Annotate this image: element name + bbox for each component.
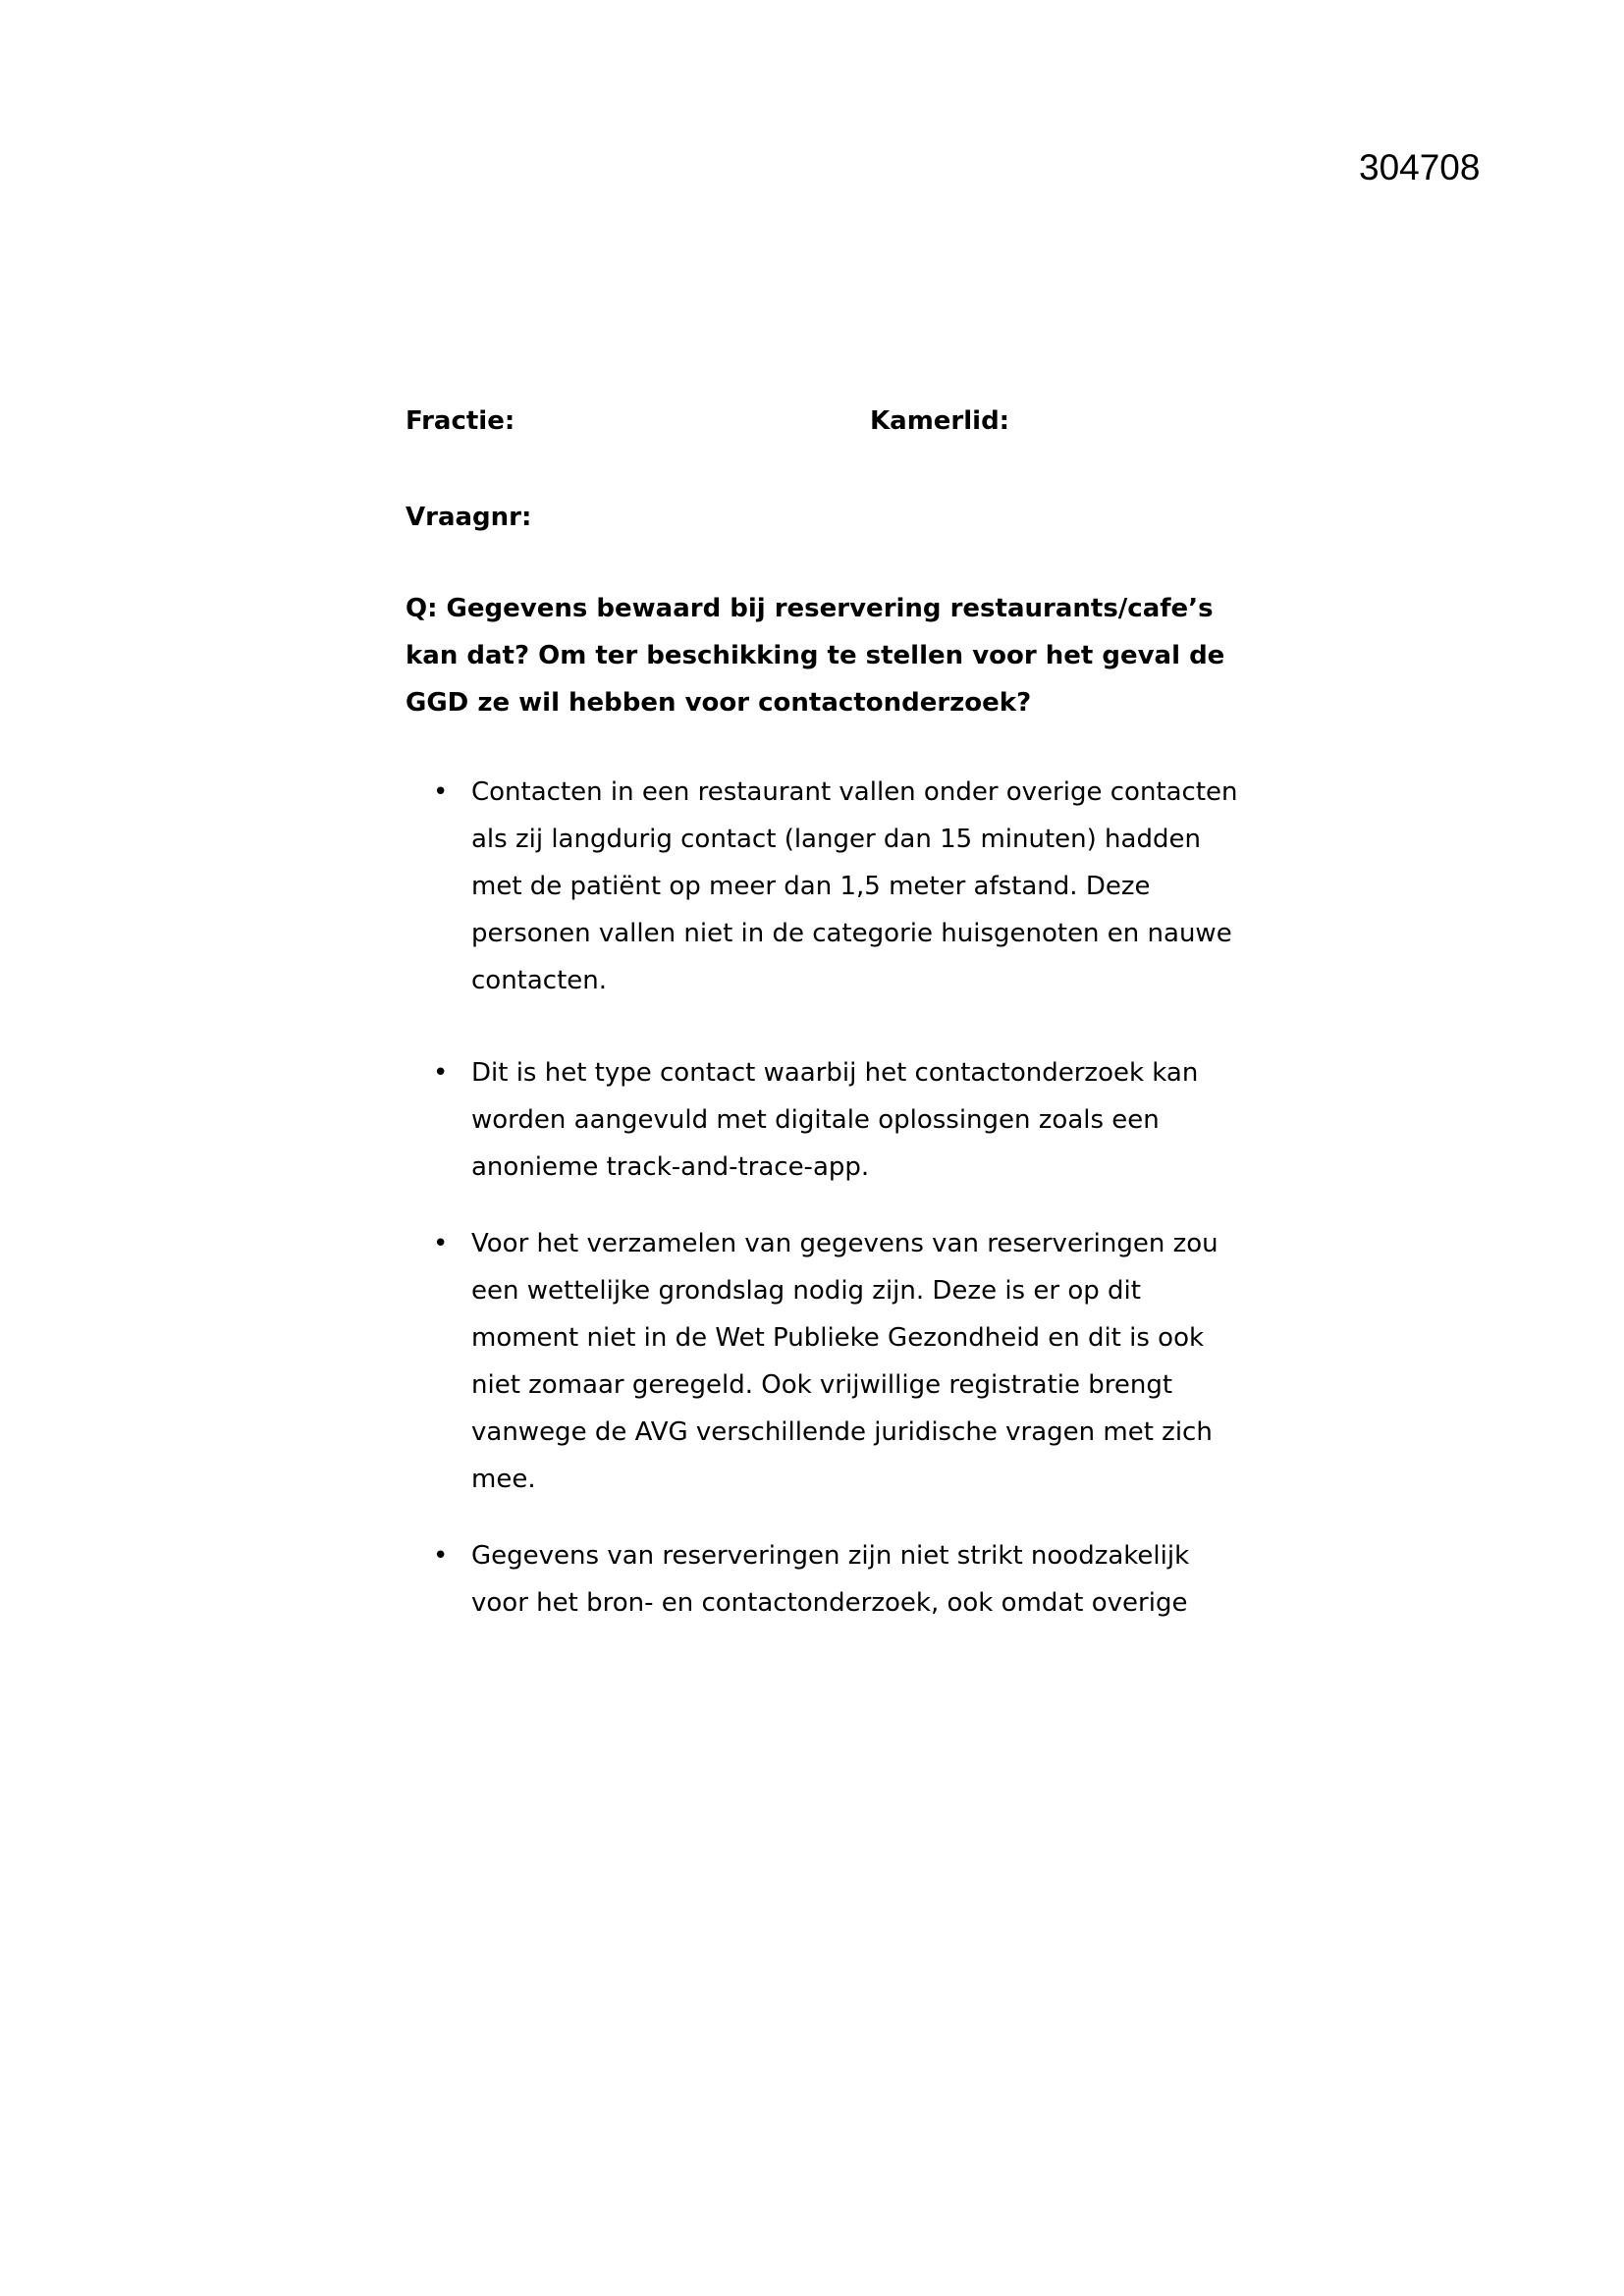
question-text: Q: Gegevens bewaard bij reservering restaurants/cafe’s kan dat? Om ter beschikking te stellen voor het geval de GGD ze wil hebben voor contactonderzoek? — [406, 594, 1225, 718]
answer-item — [406, 1220, 1250, 1503]
answer-text: Voor het verzamelen van gegevens van reserveringen zou een wettelijke grondslag nodig zijn. Deze is er op dit moment niet in de Wet Publieke Gezondheid en dit is ook niet zomaar geregeld. Ook vrijwillige registratie brengt vanwege de AVG verschillende juridische vragen met zich mee. — [471, 1229, 1218, 1494]
bullet-icon: • — [433, 1229, 449, 1258]
fractie-label: Fractie: — [406, 406, 515, 436]
answer-text: Gegevens van reserveringen zijn niet strikt noodzakelijk voor het bron- en contactonderzoek, ook omdat overige — [471, 1541, 1190, 1618]
bullet-icon: • — [433, 1541, 449, 1571]
bullet-icon: • — [433, 1058, 449, 1088]
answer-item — [406, 1049, 1250, 1191]
document-number: 304708 — [1359, 147, 1481, 187]
answer-list — [406, 769, 1250, 1627]
vraagnr-label: Vraagnr: — [406, 503, 532, 532]
answer-text: Contacten in een restaurant vallen onder overige contacten als zij langdurig contact (langer dan 15 minuten) hadden met de patiënt op meer dan 1,5 meter afstand. Deze personen vallen niet in de categorie huisgenoten en nauwe contacten. — [471, 777, 1238, 995]
answer-item — [406, 769, 1250, 1004]
kamerlid-label: Kamerlid: — [870, 406, 1010, 436]
bullet-icon: • — [433, 777, 449, 807]
answer-item — [406, 1532, 1250, 1627]
answer-text: Dit is het type contact waarbij het contactonderzoek kan worden aangevuld met digitale oplossingen zoals een anonieme track-and-trace-app. — [471, 1058, 1199, 1182]
